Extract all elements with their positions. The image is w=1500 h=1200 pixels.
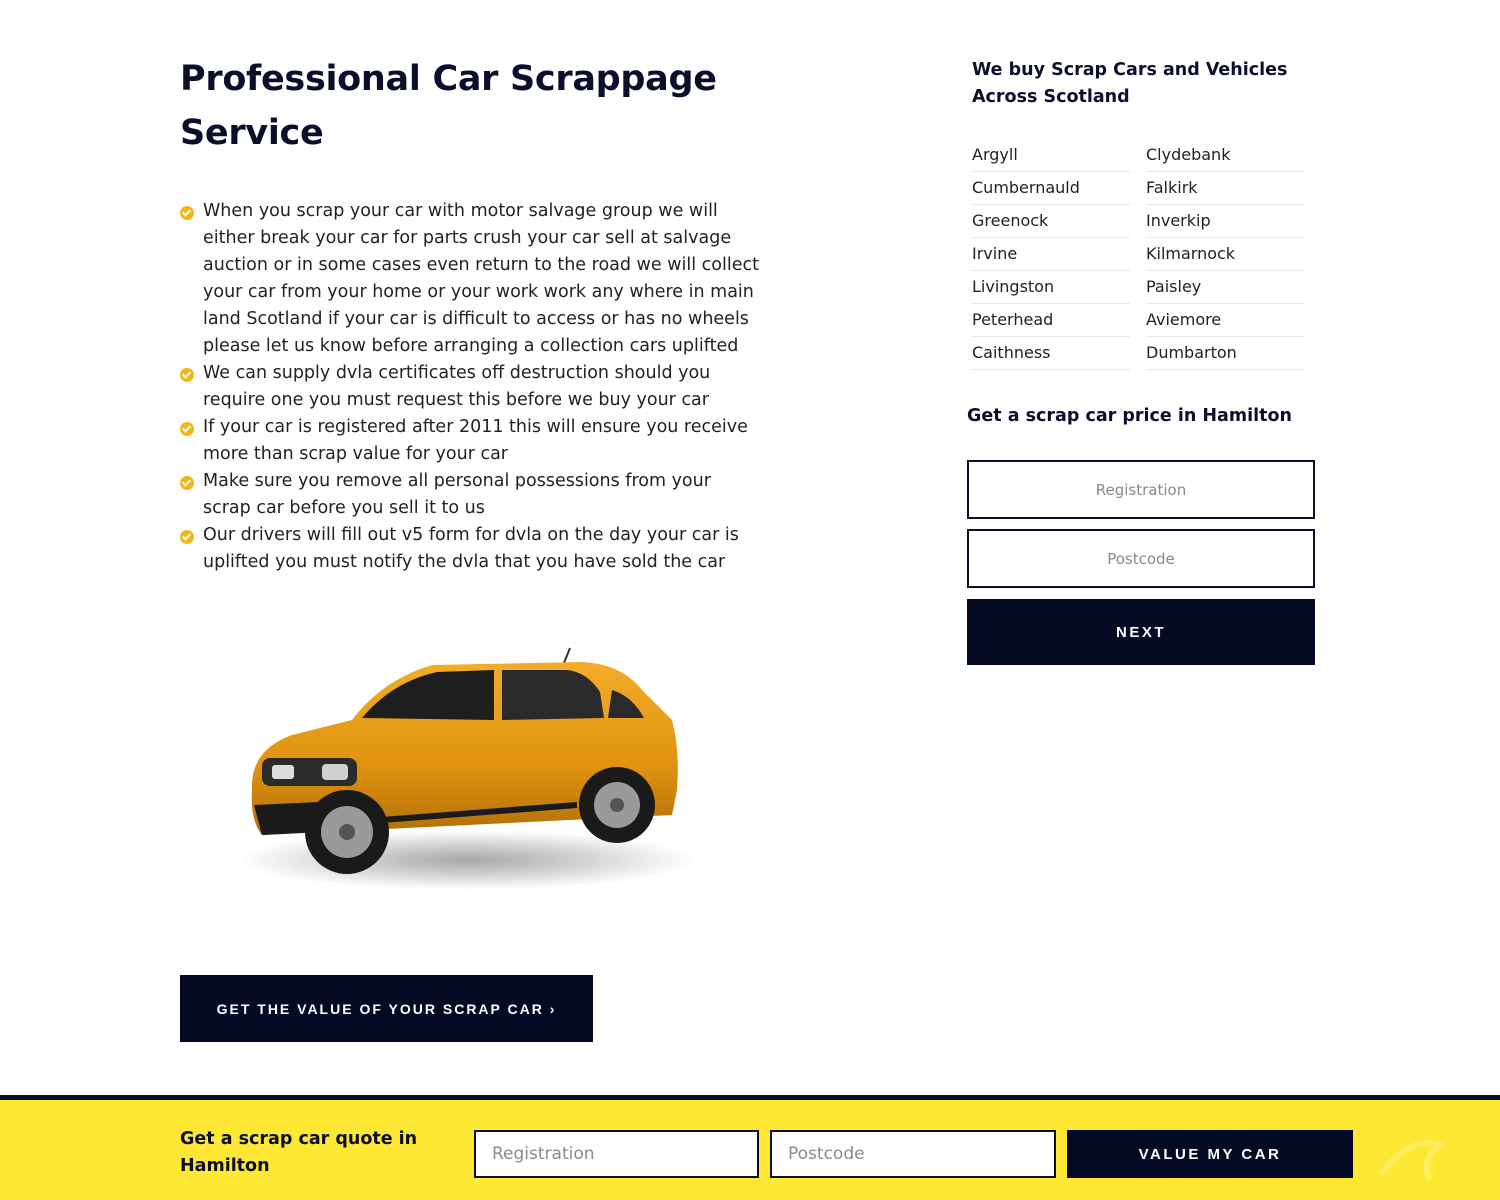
list-item: Cumbernauld (972, 172, 1130, 205)
list-item (180, 468, 760, 522)
list-item: Caithness (972, 337, 1130, 370)
postcode-input[interactable] (967, 529, 1315, 588)
list-item: Livingston (972, 271, 1130, 304)
car-image (232, 640, 702, 900)
check-circle-icon (180, 476, 194, 490)
list-item: Falkirk (1146, 172, 1304, 205)
check-circle-icon (180, 206, 194, 220)
value-my-car-button[interactable]: VALUE MY CAR (1067, 1130, 1353, 1178)
feature-list (180, 198, 760, 576)
road-swirl-icon (1370, 1115, 1450, 1195)
list-item (180, 414, 760, 468)
list-item-text: If your car is registered after 2011 this will ensure you receive more than scrap value for your car (203, 417, 748, 464)
bottom-postcode-input[interactable] (770, 1130, 1056, 1178)
list-item: Inverkip (1146, 205, 1304, 238)
get-value-button[interactable]: GET THE VALUE OF YOUR SCRAP CAR › (180, 975, 593, 1042)
list-item (180, 198, 760, 360)
list-item-text: Make sure you remove all personal possessions from your scrap car before you sell it to us (203, 471, 711, 518)
list-item: Irvine (972, 238, 1130, 271)
list-item-text: Our drivers will fill out v5 form for dvla on the day your car is uplifted you must notify the dvla that you have sold the car (203, 525, 739, 572)
list-item: Kilmarnock (1146, 238, 1304, 271)
bottom-bar-title: Get a scrap car quote in Hamilton (180, 1129, 418, 1176)
list-item: Aviemore (1146, 304, 1304, 337)
areas-list (972, 139, 1317, 370)
check-circle-icon (180, 422, 194, 436)
list-item (180, 522, 760, 576)
list-item: Peterhead (972, 304, 1130, 337)
next-button[interactable]: NEXT (967, 599, 1315, 665)
sidebar (967, 57, 1317, 665)
check-circle-icon (180, 368, 194, 382)
main-content (180, 52, 760, 576)
list-item-text: We can supply dvla certificates off destruction should you require one you must request this before we buy your car (203, 363, 711, 410)
list-item: Greenock (972, 205, 1130, 238)
list-item: Dumbarton (1146, 337, 1304, 370)
list-item-text: When you scrap your car with motor salvage group we will either break your car for parts crush your car sell at salvage auction or in some cases even return to the road we will collect your car from your home or your work work any where in main land Scotland if your car is difficult to access or has no wheels please let us know before arranging a collection cars uplifted (203, 201, 759, 356)
list-item: Argyll (972, 139, 1130, 172)
quote-form-title: Get a scrap car price in Hamilton (967, 406, 1292, 426)
bottom-registration-input[interactable] (474, 1130, 759, 1178)
list-item: Clydebank (1146, 139, 1304, 172)
check-circle-icon (180, 530, 194, 544)
areas-title: We buy Scrap Cars and Vehicles Across Scotland (972, 60, 1288, 107)
registration-input[interactable] (967, 460, 1315, 519)
list-item: Paisley (1146, 271, 1304, 304)
list-item (180, 360, 760, 414)
page-title: Professional Car Scrappage Service (180, 59, 717, 153)
bottom-quote-bar (0, 1095, 1500, 1200)
